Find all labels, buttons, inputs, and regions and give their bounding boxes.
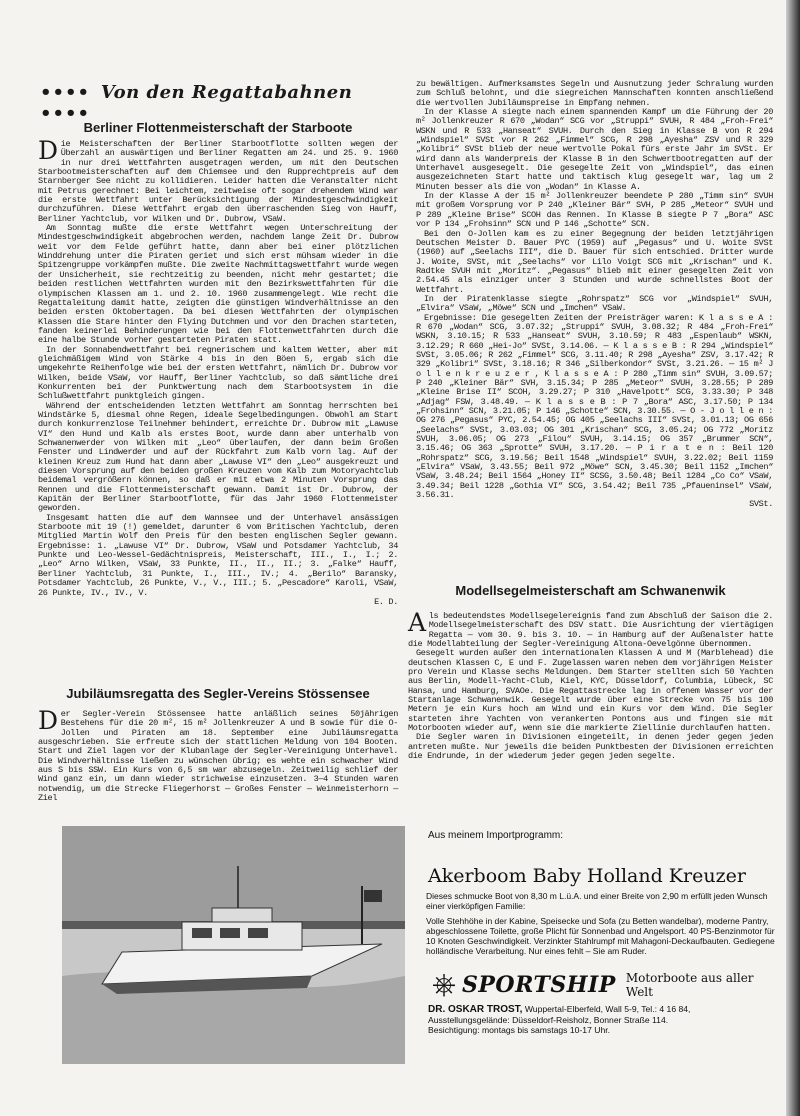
paragraph: Während der entscheidenden letzten Wettfahrt am Sonntag herrschten bei Windstärke 5, diesmal ohne Regen, ideale Segelbedingungen. Obwohl am Start durch konkurrenzlose Teilnehmer behindert, erreichte Dr. Dubrow mit „Lawuse VI“ den Hund und Kalb als erstes Boot, wurde dann aber unterhalb von Schwanenwerder von Wilken mit „Leo“ überlaufen, der dann beim Großen Fenster und Lindwerder und auf der Rückfahrt zum Kalb vorn lag. Auf der kleinen Kreuz zum Hund hat dann aber „Lawuse VI“ den „Leo“ ausgekreuzt und diesen Vorsprung auf den beiden großen Kreuzen vom Kalb zum Motoryachtclub beidemal vergrößern können, so daß er mit etwa 2 Minuten Vorsprung das Rennen und die Flottenmeisterschaft gewann. Damit ist Dr. Dubrow, der Kapitän der Berliner Starbootflotte, für das Jahr 1960 Flottenmeister geworden.	[38, 400, 398, 514]
ship-wheel-icon: ⎈	[431, 968, 456, 1001]
paragraph: In der Klasse A der 15 m² Jollenkreuzer beendete P 280 „Timm sin“ SVUH mit großem Vorsprung vor P 240 „Kleiner Bär“ SVH, P 285 „Meteor“ SVUH und P 289 „Kleine Brise“ SCOH das Rennen. In Klasse B siegte P 7 „Bora“ ASC vor P 134 „Frohsinn“ SCN und P 146 „Schotte“ SCN.	[416, 191, 773, 230]
article2-title: Jubiläumsregatta des Segler-Vereins Stössensee	[66, 686, 370, 701]
paragraph: Am Sonntag mußte die erste Wettfahrt wegen Unterschreitung der Mindestgeschwindigkeit abgebrochen werden, nachdem lange Zeit Dr. Dubrow weit vor dem Felde geführt hatte, dann aber bei einer plötzlichen Winddrehung unter die Piraten geriet und sich erst mühsam wieder in die Spitzengruppe vorkämpfen mußte. Die zweite Nachmittagswettfahrt wurde wegen der Unsicherheit, sie rechtzeitig zu beenden, nicht mehr gestartet; die beiden restlichen Wettfahrten wurden mit den Bezirkswettfahrten für die olympischen Klassen am 1. und 2. 10. 1960 zusammengelegt. Wie recht die Regattaleitung damit hatte, zeigten die günstigen Windverhältnisse an den beiden ersten Oktobertagen. Da bei diesen Wettfahrten der olympischen Klassen die Stare hinter den Flying Dutchmen und vor den Drachen starteten, fanden keinerlei Behinderungen wie bei den Flottenwettfahrten durch die eine halbe Stunde vorher gestarteten Piraten statt.	[38, 223, 398, 346]
article3-title: Modellsegelmeisterschaft am Schwanenwik	[455, 583, 726, 598]
contact-address: Wuppertal-Elberfeld, Wall 5-9, Tel.: 4 16 84,	[524, 1004, 691, 1014]
brand-tagline: Motorboote aus aller Welt	[625, 971, 754, 999]
contact-hours: Besichtigung: montags bis samstags 10-17 Uhr.	[428, 1025, 610, 1035]
signature: E. D.	[374, 596, 398, 607]
article1-body	[38, 136, 398, 607]
article2-continued	[416, 80, 773, 510]
dropcap: A	[408, 608, 426, 637]
paragraph: In der Piratenklasse siegte „Rohrspatz“ SCG vor „Windspiel“ SVUH, „Elvira“ VSaW, „Möwe“ SCN und „Imchen“ VSaW.	[416, 293, 773, 314]
paragraph: zu bewältigen. Aufmerksamstes Segeln und Ausnutzung jeder Schralung wurden zum Schluß belohnt, und die siegreichen Mannschaften konnten anschließend die wertvollen Jubiläumspreise in Empfang nehmen.	[416, 79, 773, 108]
paragraph: Die Segler waren in Divisionen eingeteilt, in denen jeder gegen jeden antreten mußte. Nur jeweils die beiden Punktbesten der Divisionen erreichten die Endrunde, in der wiederum jeder gegen jeden segelte.	[408, 732, 773, 762]
ad-description: Dieses schmucke Boot von 8,30 m L.ü.A. und einer Breite von 2,90 m erfüllt jeden Wunsch einer vierköpfigen Familie:	[426, 891, 768, 911]
ad-title: Akerboom Baby Holland Kreuzer	[428, 865, 746, 887]
signature: SVSt.	[749, 499, 773, 510]
ad-brand	[426, 966, 776, 1004]
contact-name: DR. OSKAR TROST,	[428, 1004, 523, 1015]
paragraph: Als bedeutendstes Modellsegelereignis fand zum Abschluß der Saison die 2. Modellsegelmeisterschaft des DSV statt. Die Ausrichtung der viertägigen Regatta — vom 30. 9. bis 3. 10. — in Hamburg auf der Außenalster hatte die Modellabteilung der Segler-Vereinigung Altona-Oevelgönne übernommen.	[408, 608, 773, 650]
title-dots: ••••	[40, 82, 91, 103]
article1-title: Berliner Flottenmeisterschaft der Starboote	[83, 120, 353, 135]
paragraph: In der Klasse A siegte nach einem spannenden Kampf um die Führung der 20 m² Jollenkreuzer R 670 „Wodan“ SCG vor „Struppi“ SVUH, R 484 „Froh-Frei“ WSKN und R 533 „Hanseat“ SVUH. Durch den Sieg in Klasse B von R 294 „Windspiel“ SVSt vor R 262 „Fimmel“ SCG, R 298 „Ayesha“ ZSV und R 329 „Kolibri“ SVSt blieb der neue wertvolle Pokal fürs erste Jahr im SVSt. Er wird dann als Wanderpreis der Klasse B in den Schwertbootregatten auf der Unterhavel ausgesegelt. Die gesegelte Zeit von „Windspiel“, das einen ausgezeichneten Start hatte und taktisch klug gesegelt war, lag um 2 Minuten besser als die von „Wodan“ in Klasse A.	[416, 107, 773, 192]
page-edge-shadow	[786, 0, 800, 1116]
paragraph: Die Meisterschaften der Berliner Starbootflotte sollten wegen der Überzahl an auswärtigen und Berliner Regatten am 24. und 25. 9. 1960 in nur drei Wettfahrten ausgetragen werden, um mit den Deutschen Starbootmeisterschaften auf dem Chiemsee und den Rupprechtpreis auf dem Starnberger See nicht zu kollidieren. Leider hatten die Veranstalter nicht mit Petrus gerechnet: Bei leichtem, zeitweise oft sogar drehendem Wind war die erste Wettfahrt unter Berücksichtigung der Mindestgeschwindigkeit durchzuführen. Diese Wettfahrt ergab den überraschenden Sieg von Hauff, Berliner Yachtclub, vor Wilken und Dr. Dubrow, VSaW.	[38, 136, 398, 224]
paragraph: Ergebnisse: Die gesegelten Zeiten der Preisträger waren: K l a s s e A : R 670 „Wodan“ SCG, 3.07.32; „Struppi“ SVUH, 3.08.32; R 484 „Froh-Frei“ WSKN, 3.10.15; R 533 „Hanseat“ SVUH, 3.10.59; R 483 „Espenlaub“ WSKN, 3.12.29; R 660 „Hei-Jo“ SVSt, 3.14.06. — K l a s s e B : R 294 „Windspiel“ SVSt, 3.05.06; R 262 „Fimmel“ SCG, 3.11.40; R 298 „Ayesha“ ZSV, 3.17.42; R 329 „Kolibri“ SVSt, 3.18.16; R 346 „Silberkondor“ SVSt, 3.21.26. — 15 m² J o l l e n k r e u z e r , K l a s s e A : P 280 „Timm sin“ SVUH, 3.09.57; P 240 „Kleiner Bär“ SVH, 3.15.34; P 285 „Meteor“ SVUH, 3.28.55; P 289 „Kleine Brise II“ SCOH, 3.29.27; P 310 „Havelpott“ SCG, 3.33.30; P 348 „Adjag“ FSW, 3.48.49. — K l a s s e B : P 7 „Bora“ ASC, 3.17.50; P 134 „Frohsinn“ SCN, 3.21.05; P 146 „Schotte“ SCN, 3.30.55. — O - J o l l e n : OG 276 „Pegasus“ PYC, 2.54.45; OG 405 „Seelachs III“ SVSt, 3.01.13; OG 656 „Seelachs“ SVSt, 3.03.03; OG 301 „Krischan“ SCG, 3.05.24; OG 772 „Moritz SVUH, 3.06.05; OG 273 „Filou“ SVUH, 3.14.15; OG 357 „Brummer SCN“, 3.15.46; OG 363 „Sprotte“ SVUH, 3.17.20. — P i r a t e n : Beil 120 „Rohrspatz“ SCG, 3.19.56; Beil 1548 „Windspiel“ SVUH, 3.22.02; Beil 1159 „Elvira“ VSaW, 3.43.55; Beil 972 „Möwe“ SCN, 3.45.30; Beil 1152 „Imchen“ VSaW, 3.48.24; Beil 1564 „Honey II“ SCSG, 3.50.48; Beil 1284 „Co Co“ VSaW, 3.49.34; Beil 1228 „Gothia VI“ SCG, 3.54.42; Beil 735 „Pfaueninsel“ VSaW, 3.56.31.	[416, 312, 773, 501]
paragraph: Gesegelt wurden außer den internationalen Klassen A und M (Marblehead) die deutschen Klassen C, E und F. Zugelassen waren neben dem vorjährigen Meister pro Verein und Klasse sechs Meldungen. Dem Starter stellten sich 50 Yachten aus Berlin, Modell-Yacht-Club, Kiel, KYC, Düsseldorf, Columbia, Lübeck, SC Hansa, und Hamburg, SVAOe. Die Regattastrecke lag in offenem Wasser vor der Startanlage Schwanenwik. Gesegelt wurde über eine Strecke von 75 bis 100 Metern je ein Kurs hoch am Wind und ein Kurs vor dem Wind. Die Segler starteten ihre Yachten von verankerten Pontons aus und fingen sie mit Motorbooten wieder auf, wenn sie die markierte Ziellinie durchlaufen hatten.	[408, 648, 773, 734]
section-title-text: Von den Regattabahnen	[100, 82, 353, 103]
article3-body	[408, 608, 773, 762]
ad-contact	[428, 1004, 776, 1035]
contact-exhibition: Ausstellungsgelände: Düsseldorf-Reisholz, Bonner Straße 114.	[428, 1015, 669, 1025]
title-dots-end: ••••	[40, 103, 91, 124]
paragraph: Bei den O-Jollen kam es zu einer Begegnung der beiden letztjährigen Deutschen Meister D. Bauer PYC (1959) auf „Pegasus“ und U. Woite SVSt (1960) auf „Seelachs III“, die D. Bauer für sich entschied. Dritter wurde J. Woite, SVSt, mit „Seelachs“ vor Lilo Voigt SCG mit „Krischan“ und K. Radtke SVUH mit „Moritz“. „Pegasus“ blieb mit einer gesegelten Zeit von 2.54.45 als einziger unter 3 Stunden und wurde schnellstes Boot der Wettfahrt.	[416, 228, 773, 295]
paragraph: Der Segler-Verein Stössensee hatte anläßlich seines 50jährigen Bestehens für die 20 m², 15 m² Jollenkreuzer A und B sowie für die O-Jollen und Piraten am 18. September eine Jubiläumsregatta ausgeschrieben. Sie erfreute sich der stattlichen Meldung von 104 Booten. Start und Ziel lagen vor der Klubanlage der Segler-Vereinigung Unterhavel. Die Windverhältnisse ließen zu wünschen übrig; es wehte ein schwacher Wind aus S bis SSW. Ein Kurs von 6,5 sm war abzusegeln. Zeitweilig schlief der Wind ganz ein, um dann wieder strichweise einzusetzen. 3—4 Stunden waren notwendig, um die Strecke Fliegerhorst — Großes Fenster — Weinmeisterhorn — Ziel	[38, 706, 398, 804]
paragraph: In der Sonnabendwettfahrt bei regnerischem und kaltem Wetter, aber mit gleichmäßigem Wind von Stärke 4 bis in den Böen 5, ergab sich die umgekehrte Reihenfolge wie bei der ersten Wettfahrt, nämlich Dr. Dubrow vor Wilken, beide VSaW, vor Hauff, Berliner Yachtclub, so daß sämtliche drei Konkurrenten bei der Punktwertung nach dem Starbootsystem in die Schlußwettfahrt punktgleich gingen.	[38, 344, 398, 402]
ad-features: Volle Stehhöhe in der Kabine, Speisecke und Sofa (zu Betten wandelbar), moderne Pantry, abgeschlossene Toilette, große Plicht für Sonnenbad und Angelsport. 40 PS-Benzinmotor für 10 Knoten Geschwindigkeit. Verzinkter Stahlrumpf mit Mahagoni-Deckaufbauten. Gediegene holländische Verarbeitung. Nur eines fehlt – Sie am Ruder.	[426, 916, 775, 956]
ad-intro: Aus meinem Importprogramm:	[428, 830, 564, 841]
dropcap: D	[38, 706, 58, 735]
brand-name: SPORTSHIP	[461, 972, 616, 998]
advertisement	[426, 830, 776, 1035]
article2-body	[38, 706, 398, 804]
dropcap: D	[38, 136, 58, 165]
motor-yacht-image	[62, 826, 405, 1064]
paragraph: Insgesamt hatten die auf dem Wannsee und der Unterhavel ansässigen Starboote mit 19 (!) gemeldet, darunter 6 vom Britischen Yachtclub, deren Mitglied Martin Wolf den Preis für den besten englischen Segler gewann. Ergebnisse: 1. „Lawuse VI“ Dr. Dubrow, VSaW und Potsdamer Yachtclub, 34 Punkte und Leo-Wessel-Gedächtnispreis, Meisterschaft, III., I., I.; 2. „Leo“ Arno Wilken, VSaW, 33 Punkte, II., II., II.; 3. „Falke“ Hauff, Berliner Yachtclub, 31 Punkte, I., III., IV.; 4. „Berilo“ Baransky, Potsdamer Yachtclub, 26 Punkte, V., V., III.; 5. „Pescadore“ Karoli, VSaW, 26 Punkte, IV., IV., V.	[38, 512, 398, 598]
section-title	[40, 82, 400, 124]
boat-photo	[62, 826, 405, 1064]
